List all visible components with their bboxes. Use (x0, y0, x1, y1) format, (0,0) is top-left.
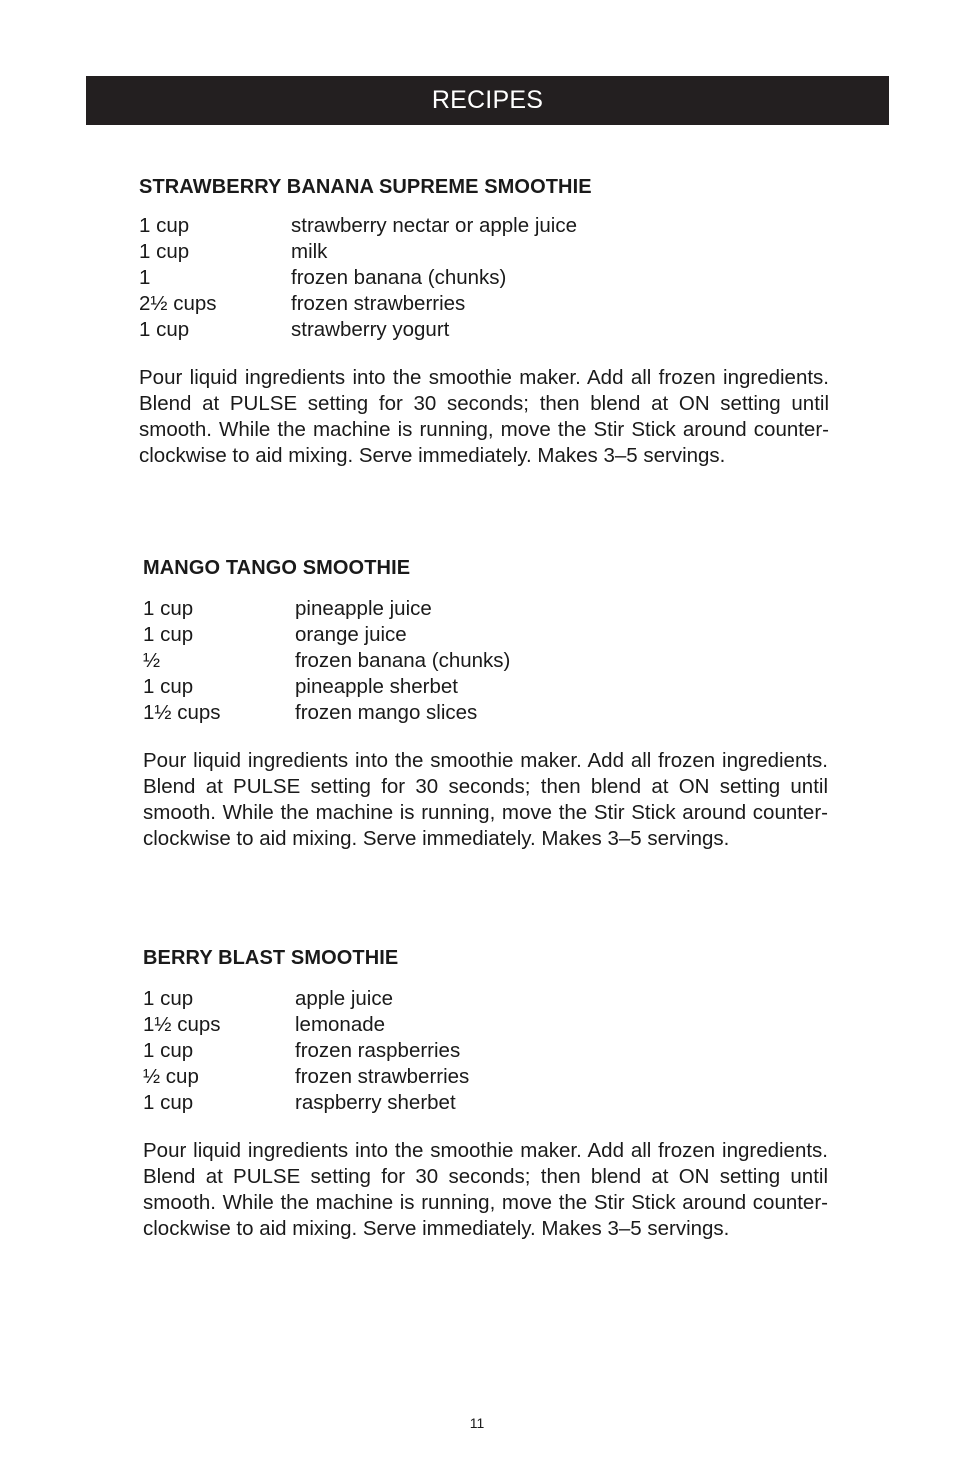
ingredient-quantity: ½ cup (143, 1065, 199, 1088)
ingredient-row (143, 1038, 833, 1064)
ingredient-row (143, 1012, 833, 1038)
ingredient-quantity: 1½ cups (143, 701, 221, 724)
ingredient-quantity: 1 cup (143, 1039, 194, 1062)
ingredient-quantity: 1 (139, 266, 151, 289)
ingredient-name: lemonade (295, 1013, 386, 1036)
recipe-instructions: Pour liquid ingredients into the smoothie maker. Add all frozen ingredients. Blend at PULSE setting for 30 seconds; then blend at ON setting until smooth. While the machine is running, move the Stir Stick around counter-clockwise to aid mixing. Serve immediately. Makes 3–5 servings. (143, 749, 828, 850)
recipe-title: BERRY BLAST SMOOTHIE (143, 947, 399, 969)
recipe-instructions: Pour liquid ingredients into the smoothie maker. Add all frozen ingredients. Blend at PULSE setting for 30 seconds; then blend at ON setting until smooth. While the machine is running, move the Stir Stick around counter-clockwise to aid mixing. Serve immediately. Makes 3–5 servings. (139, 366, 829, 467)
page-header (86, 76, 889, 125)
ingredient-row (143, 1064, 833, 1090)
ingredient-name: milk (291, 240, 328, 263)
ingredient-name: raspberry sherbet (295, 1091, 456, 1114)
recipe-title: MANGO TANGO SMOOTHIE (143, 557, 411, 579)
ingredient-name: strawberry yogurt (291, 318, 450, 341)
ingredient-row (143, 986, 833, 1012)
recipe-title: STRAWBERRY BANANA SUPREME SMOOTHIE (139, 176, 592, 198)
ingredient-row (143, 700, 833, 726)
ingredient-name: frozen strawberries (295, 1065, 470, 1088)
ingredient-row (139, 239, 829, 265)
ingredient-quantity: 1 cup (143, 987, 194, 1010)
ingredient-quantity: ½ (143, 649, 161, 672)
ingredient-quantity: 1 cup (139, 240, 190, 263)
ingredient-quantity: 1 cup (139, 214, 190, 237)
page-number: 11 (469, 1415, 485, 1431)
ingredient-quantity: 1 cup (143, 1091, 194, 1114)
ingredient-row (139, 317, 829, 343)
recipe-instructions: Pour liquid ingredients into the smoothie maker. Add all frozen ingredients. Blend at PULSE setting for 30 seconds; then blend at ON setting until smooth. While the machine is running, move the Stir Stick around counter-clockwise to aid mixing. Serve immediately. Makes 3–5 servings. (143, 1139, 828, 1240)
ingredient-list (143, 986, 833, 1116)
ingredient-row (143, 674, 833, 700)
ingredient-name: orange juice (295, 623, 407, 646)
page-title: RECIPES (431, 86, 544, 114)
ingredient-quantity: 1 cup (139, 318, 190, 341)
ingredient-row (143, 1090, 833, 1116)
ingredient-name: pineapple juice (295, 597, 432, 620)
ingredient-name: pineapple sherbet (295, 675, 458, 698)
ingredient-name: frozen strawberries (291, 292, 466, 315)
ingredient-quantity: 1 cup (143, 623, 194, 646)
ingredient-row (143, 622, 833, 648)
ingredient-row (139, 291, 829, 317)
ingredient-row (143, 648, 833, 674)
recipe-strawberry-banana (139, 175, 829, 469)
ingredient-quantity: 2½ cups (139, 292, 217, 315)
ingredient-row (139, 213, 829, 239)
ingredient-row (143, 596, 833, 622)
recipe-berry-blast (143, 946, 833, 1242)
ingredient-name: apple juice (295, 987, 394, 1010)
recipe-mango-tango (143, 556, 833, 852)
ingredient-row (139, 265, 829, 291)
ingredient-name: frozen banana (chunks) (295, 649, 511, 672)
ingredient-name: frozen mango slices (295, 701, 478, 724)
ingredient-name: frozen raspberries (295, 1039, 461, 1062)
ingredient-quantity: 1 cup (143, 675, 194, 698)
ingredient-list (143, 596, 833, 726)
ingredient-quantity: 1½ cups (143, 1013, 221, 1036)
ingredient-name: strawberry nectar or apple juice (291, 214, 577, 237)
ingredient-name: frozen banana (chunks) (291, 266, 507, 289)
ingredient-quantity: 1 cup (143, 597, 194, 620)
ingredient-list (139, 213, 829, 343)
